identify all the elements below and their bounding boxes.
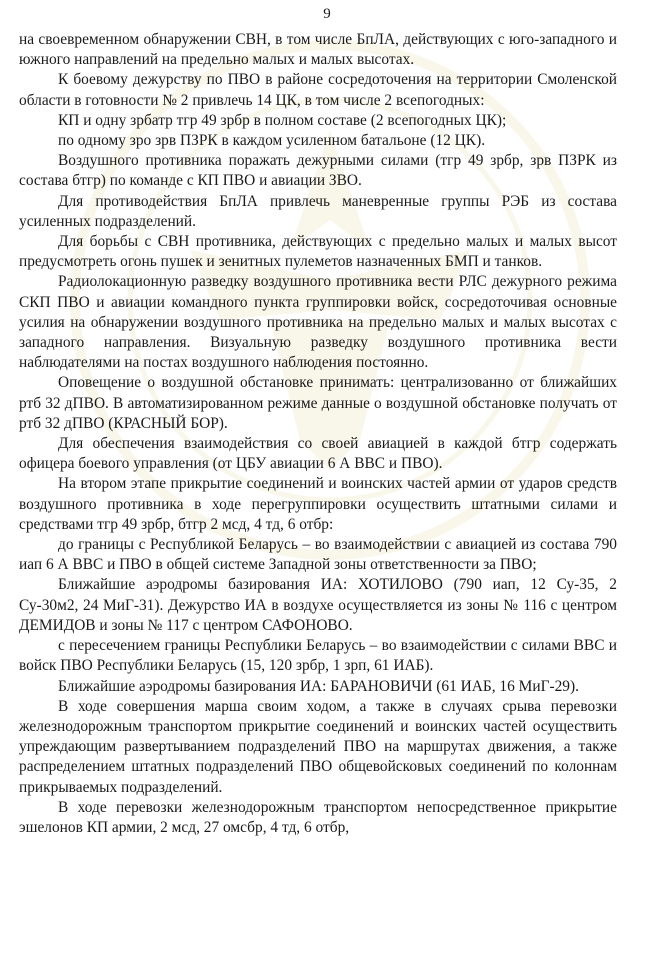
paragraph: Ближайшие аэродромы базирования ИА: БАРАНОВИЧИ (61 ИАБ, 16 МиГ-29). <box>58 677 579 695</box>
paragraph: Для противодействия БпЛА привлечь маневренные группы РЭБ из состава усиленных подразделений. <box>19 192 617 230</box>
paragraph: На втором этапе прикрытие соединений и воинских частей армии от ударов средств воздушного противника в ходе перегруппировки осуществить штатными силами и средствами тгр 49 зрбр, бтгр 2 мсд, 4 тд, 6 отбр: <box>19 475 617 533</box>
document-page <box>19 0 617 838</box>
paragraph: до границы с Республикой Беларусь – во взаимодействии с авиацией из состава 790 иап 6 А ВВС и ПВО в общей системе Западной зоны ответственности за ПВО; <box>19 536 617 574</box>
paragraph: В ходе совершения марша своим ходом, а также в случаях срыва перевозки железнодорожным транспортом прикрытие соединений и воинских частей осуществить упреждающим развертыванием подразделений ПВО на маршрутах движения, а также распределением штатных подразделений ПВО общевойсковых соединений по колоннам прикрываемых подразделений. <box>19 697 617 796</box>
page-number: 9 <box>323 6 331 22</box>
paragraph: К боевому дежурству по ПВО в районе сосредоточения на территории Смоленской области в готовности № 2 привлечь 14 ЦК, в том числе 2 всепогодных: <box>19 71 617 109</box>
paragraph: на своевременном обнаружении СВН, в том числе БпЛА, действующих с юго-западного и южного направлений на предельно малых и малых высотах. <box>19 31 617 69</box>
paragraph: В ходе перевозки железнодорожным транспортом непосредственное прикрытие эшелонов КП армии, 2 мсд, 27 омсбр, 4 тд, 6 отбр, <box>19 798 617 836</box>
paragraph: Ближайшие аэродромы базирования ИА: ХОТИЛОВО (790 иап, 12 Су-35, 2 Су-30м2, 24 МиГ-31). Дежурство ИА в воздухе осуществляется из зоны № 116 с центром ДЕМИДОВ и зоны № 117 с центром САФОНОВО. <box>19 576 617 634</box>
paragraph: Для борьбы с СВН противника, действующих с предельно малых и малых высот предусмотреть огонь пушек и зенитных пулеметов назначенных БМП и танков. <box>19 233 617 271</box>
paragraph: Оповещение о воздушной обстановке принимать: централизованно от ближайших ртб 32 дПВО. В автоматизированном режиме данные о воздушной обстановке получать от ртб 32 дПВО (КРАСНЫЙ БОР). <box>19 374 617 432</box>
paragraph: Для обеспечения взаимодействия со своей авиацией в каждой бтгр содержать офицера боевого управления (от ЦБУ авиации 6 А ВВС и ПВО). <box>19 435 617 473</box>
paragraph: КП и одну зрбатр тгр 49 зрбр в полном составе (2 всепогодных ЦК); <box>58 111 507 129</box>
paragraph: Воздушного противника поражать дежурными силами (тгр 49 зрбр, зрв ПЗРК из состава бтгр) по команде с КП ПВО и авиации ЗВО. <box>19 152 617 190</box>
paragraph: Радиолокационную разведку воздушного противника вести РЛС дежурного режима СКП ПВО и авиации командного пункта группировки войск, сосредоточивая основные усилия на обнаружении воздушного противника на предельно малых и малых высотах с западного направления. Визуальную разведку воздушного противника вести наблюдателями на постах воздушного наблюдения постоянно. <box>19 273 617 372</box>
paragraph: по одному зро зрв ПЗРК в каждом усиленном батальоне (12 ЦК). <box>58 132 486 150</box>
paragraph: с пересечением границы Республики Беларусь – во взаимодействии с силами ВВС и войск ПВО Республики Беларусь (15, 120 зрбр, 1 зрп, 61 ИАБ). <box>19 637 617 675</box>
